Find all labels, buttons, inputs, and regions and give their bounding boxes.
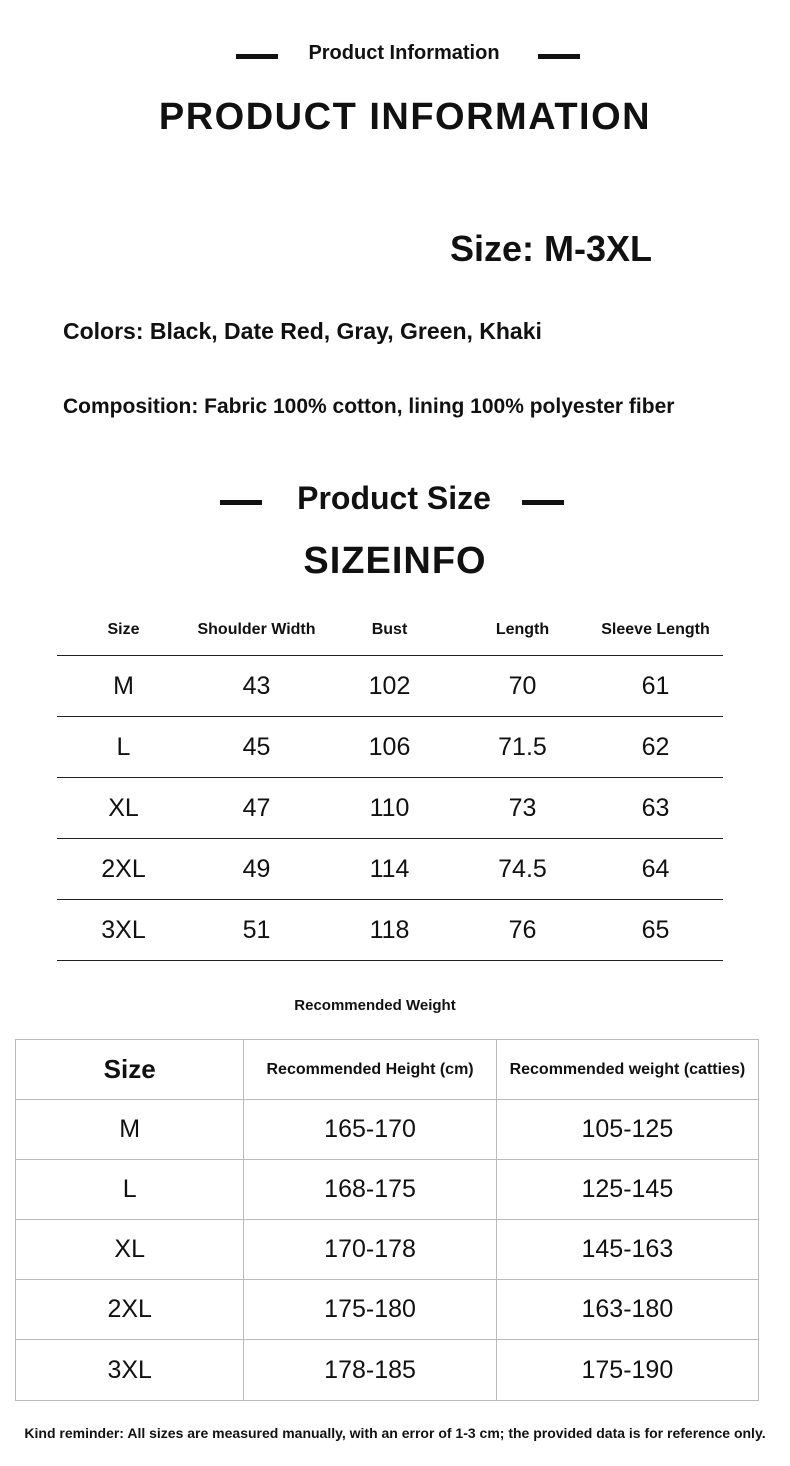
weight-table-header-row [16,1040,758,1100]
table-cell: 63 [641,793,670,822]
table-cell: 74.5 [498,854,547,883]
table-row [57,778,723,839]
table-cell: 64 [641,854,670,883]
left-dash-decoration [236,54,278,59]
header-cell: Bust [371,621,408,638]
header-cell: Sleeve Length [601,621,710,638]
table-cell: L [116,732,131,761]
table-row [16,1280,758,1340]
header-cell: Recommended weight (catties) [509,1060,746,1078]
table-cell: 118 [369,915,410,944]
table-cell: 125-145 [581,1175,674,1203]
table-row [16,1160,758,1220]
table-cell: 175-180 [244,1280,496,1339]
header-cell: Size [107,621,140,638]
table-row [57,656,723,717]
right-dash-decoration [538,54,580,59]
table-row [57,839,723,900]
table-cell: 3XL [16,1340,244,1400]
table-cell: 49 [242,854,271,883]
page-title: PRODUCT INFORMATION [158,96,652,138]
table-cell: 165-170 [244,1100,496,1159]
table-row [16,1220,758,1280]
header-cell: Recommended Height (cm) [244,1040,496,1099]
table-cell: 110 [369,793,410,822]
table-cell: 102 [368,671,411,700]
table-row [57,717,723,778]
product-size-header [0,480,790,524]
table-cell: 62 [641,732,670,761]
table-cell: 105-125 [581,1115,674,1143]
right-dash-decoration [522,500,564,505]
table-cell: 70 [508,671,537,700]
table-cell: 145-163 [581,1235,674,1263]
table-cell: 43 [242,671,271,700]
table-cell: 71.5 [498,732,547,761]
table-cell: 168-175 [244,1160,496,1219]
product-size-title: Product Size [297,480,491,516]
table-cell: 47 [242,793,271,822]
table-row [57,900,723,961]
left-dash-decoration [220,500,262,505]
table-cell: 2XL [16,1280,244,1339]
recommended-weight-title: Recommended Weight [294,997,456,1014]
header-cell: Size [16,1040,244,1099]
small-title: Product Information [308,42,500,64]
table-row [16,1100,758,1160]
header-cell: Length [495,621,550,638]
colors-text: Colors: Black, Date Red, Gray, Green, Khaki [63,318,542,344]
table-cell: M [16,1100,244,1159]
table-cell: 51 [242,915,271,944]
table-cell: 163-180 [581,1295,674,1323]
table-cell: 175-190 [581,1355,674,1384]
weight-table [15,1039,759,1401]
table-cell: M [113,671,134,700]
size-table [57,605,723,961]
table-cell: 73 [508,793,537,822]
table-cell: 170-178 [244,1220,496,1279]
table-cell: 2XL [101,854,146,883]
table-row [16,1340,758,1400]
table-cell: 3XL [101,915,146,944]
small-section-header [0,40,790,72]
sizeinfo-title: SIZEINFO [303,540,487,582]
table-cell: XL [16,1220,244,1279]
table-cell: 106 [368,732,411,761]
size-table-header-row [57,605,723,656]
table-cell: 65 [641,915,670,944]
table-cell: 114 [369,854,410,883]
table-cell: 61 [641,671,670,700]
header-cell: Shoulder Width [197,621,316,638]
kind-reminder-note: Kind reminder: All sizes are measured manually, with an error of 1-3 cm; the provided data is for reference only. [24,1425,766,1441]
size-range-text: Size: M-3XL [450,228,653,269]
table-cell: 45 [242,732,271,761]
table-cell: XL [108,793,139,822]
table-cell: L [16,1160,244,1219]
composition-text: Composition: Fabric 100% cotton, lining 100% polyester fiber [63,395,675,418]
table-cell: 178-185 [244,1340,496,1400]
table-cell: 76 [508,915,537,944]
